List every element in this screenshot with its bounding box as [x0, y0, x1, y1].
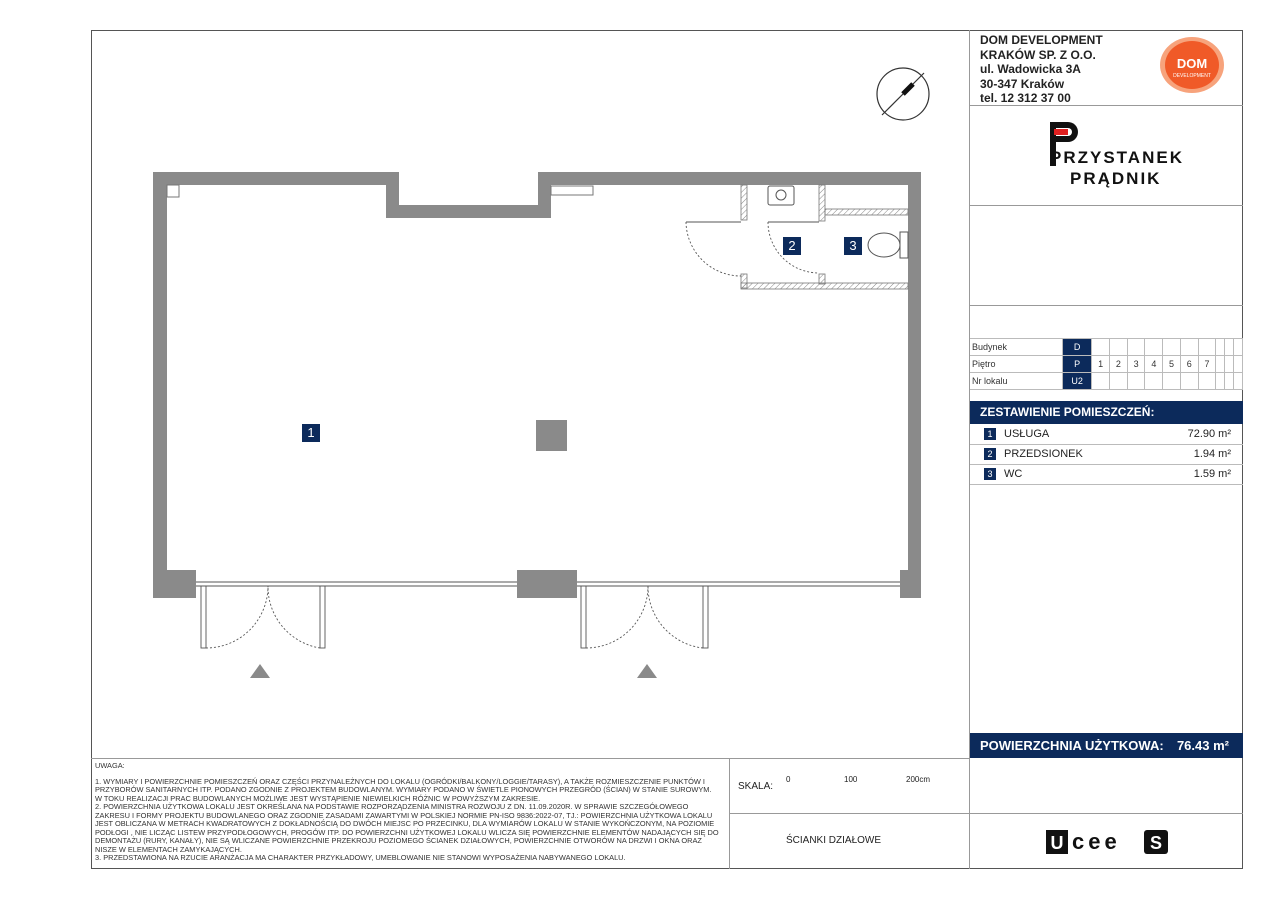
- room-row: [970, 464, 1243, 485]
- table-cell: [1145, 373, 1163, 390]
- table-cell: 7: [1198, 356, 1216, 373]
- dom-development-logo: [1158, 35, 1226, 95]
- brand-line-2: PRĄDNIK: [1070, 169, 1162, 188]
- note-item: 2. POWIERZCHNIA UŻYTKOWA LOKALU JEST OKREŚLANA NA PODSTAWIE ROZPORZĄDZENIA MINISTRA ROZWOJU Z DN. 11.09.2020R. W SPRAWIE SZCZEGÓŁOWEGO ZAKRESU I FORMY PROJEKTU BUDOWLANEGO ORAZ ZGODNIE ZASADAMI ZAWARTYMI W POLSKIEJ NORMIE PN-ISO 9836:2022-07, TJ.: POWIERZCHNIA UŻYTKOWA LOKALU JEST OBLICZANA W METRACH KWADRATOWYCH Z DOKŁADNOŚCIĄ DO DWÓCH MIEJSC PO PRZECINKU, DLA WYMIARÓW LOKALU W STANIE WYKOŃCZONYM, NA POZIOMIE PODŁOGI , NIE LICZĄC LISTEW PRZYPODŁOGOWYCH, PROGÓW ITP. DO POWIERZCHNI UŻYTKOWEJ LOKALU WLICZA SIĘ POWIERZCHNIE ELEMENTÓW NADAJĄCYCH SIĘ DO DEMONTAŻU (RURY, KANAŁY), NIE SĄ WLICZANE POWIERZCHNIE PRZEKROJU POZIOMEGO ŚCIANEK DZIAŁOWYCH, POWIERZCHNIE OTWORÓW NA DRZWI I OKNA ORAZ NISZE W ELEMENTACH ZAMYKAJĄCYCH.: [95, 802, 719, 854]
- table-cell: 5: [1163, 356, 1181, 373]
- project-brand: [1050, 122, 1184, 192]
- brand-red-accent: [1054, 129, 1068, 135]
- table-cell: [1198, 339, 1216, 356]
- company-phone: tel. 12 312 37 00: [980, 91, 1071, 105]
- svg-text:U: U: [1050, 833, 1064, 853]
- table-cell: [1234, 356, 1243, 373]
- table-row: [970, 339, 1243, 356]
- table-row: [970, 356, 1243, 373]
- brand-line-1: PRZYSTANEK: [1050, 148, 1184, 167]
- table-cell: 4: [1145, 356, 1163, 373]
- row-label: Piętro: [970, 356, 1063, 373]
- scale-tick: 0: [786, 775, 791, 784]
- company-name-2: KRAKÓW SP. Z O.O.: [980, 47, 1096, 62]
- tb-line-2: [970, 205, 1243, 206]
- table-cell: [1234, 373, 1243, 390]
- svg-text:cee: cee: [1072, 829, 1121, 854]
- walls: [153, 172, 921, 598]
- notes-title: UWAGA:: [95, 761, 125, 770]
- table-cell: [1225, 373, 1234, 390]
- table-cell: [1180, 339, 1198, 356]
- company-name: DOM DEVELOPMENT: [980, 33, 1103, 47]
- room-name: PRZEDSIONEK: [1004, 448, 1083, 460]
- table-cell: 2: [1109, 356, 1127, 373]
- scale-legend-divider: [729, 813, 969, 814]
- room-area: 72.90 m²: [1187, 428, 1231, 440]
- room-marker-2: 2: [783, 237, 801, 255]
- room-name: WC: [1004, 468, 1023, 480]
- table-cell: [1180, 373, 1198, 390]
- table-cell: U2: [1063, 373, 1092, 390]
- row-label: Nr lokalu: [970, 373, 1063, 390]
- scale-tick: 100: [844, 775, 858, 784]
- row-label: Budynek: [970, 339, 1063, 356]
- company-info: [980, 33, 1103, 106]
- table-cell: 6: [1180, 356, 1198, 373]
- logo-dom-text: DOM: [1176, 56, 1208, 71]
- room-marker-1: 1: [302, 424, 320, 442]
- logo-development-text: DEVELOPMENT: [1173, 73, 1211, 79]
- svg-text:S: S: [1149, 833, 1163, 853]
- table-cell: [1163, 339, 1181, 356]
- north-arrow-icon: [877, 68, 929, 120]
- table-cell: [1163, 373, 1181, 390]
- table-cell: [1234, 339, 1243, 356]
- room-name: USŁUGA: [1004, 428, 1050, 440]
- room-number: 1: [984, 428, 996, 440]
- table-cell: [1216, 356, 1225, 373]
- table-cell: D: [1063, 339, 1092, 356]
- table-cell: [1109, 373, 1127, 390]
- table-cell: [1127, 339, 1145, 356]
- total-area-bar: [970, 733, 1243, 758]
- table-cell: [1092, 339, 1110, 356]
- note-item: 1. WYMIARY I POWIERZCHNIE POMIESZCZEŃ ORAZ CZĘŚCI PRZYNALEŻNYCH DO LOKALU (OGRÓDKI/BALKONY/LOGGIE/TARASY), A TAKŻE ROZMIESZCZENIE PUNKTÓW I PRZYBORÓW SANITARNYCH ITP. PODANO ZGODNIE Z PROJEKTEM BUDOWLANYM. WYMIARY PODANO W ŚWIETLE PIONOWYCH PRZEGRÓD (ŚCIAN) W STANIE SUROWYM. W TOKU REALIZACJI PRAC BUDOWLANYCH MOŻLIWE JEST WYSTĄPIENIE NIEWIELKICH RÓŻNIC W POWYŻSZYM ZAKRESIE.: [95, 776, 712, 803]
- table-cell: [1216, 339, 1225, 356]
- entrance-arrow-icon: [250, 664, 270, 678]
- table-cell: [1109, 339, 1127, 356]
- table-cell: [1127, 373, 1145, 390]
- building-floor-table: [970, 338, 1243, 390]
- tb-line-3: [970, 305, 1243, 306]
- note-item: 3. PRZEDSTAWIONA NA RZUCIE ARANŻACJA MA CHARAKTER PRZYKŁADOWY, UMEBLOWANIE NIE STANOWI WYPOSAŻENIA NABYWANEGO LOKALU.: [95, 853, 626, 862]
- room-area: 1.59 m²: [1193, 468, 1231, 480]
- notes-block: [95, 762, 720, 863]
- room-number: 2: [984, 448, 996, 460]
- scale-ticks: [786, 775, 946, 785]
- table-cell: 1: [1092, 356, 1110, 373]
- entrance-arrow-icon: [637, 664, 657, 678]
- table-cell: [1198, 373, 1216, 390]
- scale-tick: 200cm: [906, 775, 931, 784]
- legend-label: ŚCIANKI DZIAŁOWE: [786, 835, 882, 846]
- rooms-heading: ZESTAWIENIE POMIESZCZEŃ:: [970, 401, 1243, 424]
- room-marker-3: 3: [844, 237, 862, 255]
- table-row: [970, 373, 1243, 390]
- table-cell: [1092, 373, 1110, 390]
- table-cell: [1225, 356, 1234, 373]
- table-cell: 3: [1127, 356, 1145, 373]
- room-row: [970, 424, 1243, 445]
- room-number: 3: [984, 468, 996, 480]
- entrance-doors: [201, 586, 708, 648]
- total-area-label: POWIERZCHNIA UŻYTKOWA:: [980, 738, 1164, 753]
- room-row: [970, 444, 1243, 465]
- room-area: 1.94 m²: [1193, 448, 1231, 460]
- tb-line-4: [970, 813, 1243, 814]
- table-cell: [1216, 373, 1225, 390]
- table-cell: [1145, 339, 1163, 356]
- total-area-value: 76.43 m²: [1176, 738, 1229, 753]
- scale-label: SKALA:: [738, 781, 774, 792]
- company-city: 30-347 Kraków: [980, 76, 1065, 91]
- notes-divider: [91, 758, 970, 759]
- ucees-logo: [1046, 828, 1172, 856]
- company-street: ul. Wadowicka 3A: [980, 62, 1081, 76]
- table-cell: P: [1063, 356, 1092, 373]
- table-cell: [1225, 339, 1234, 356]
